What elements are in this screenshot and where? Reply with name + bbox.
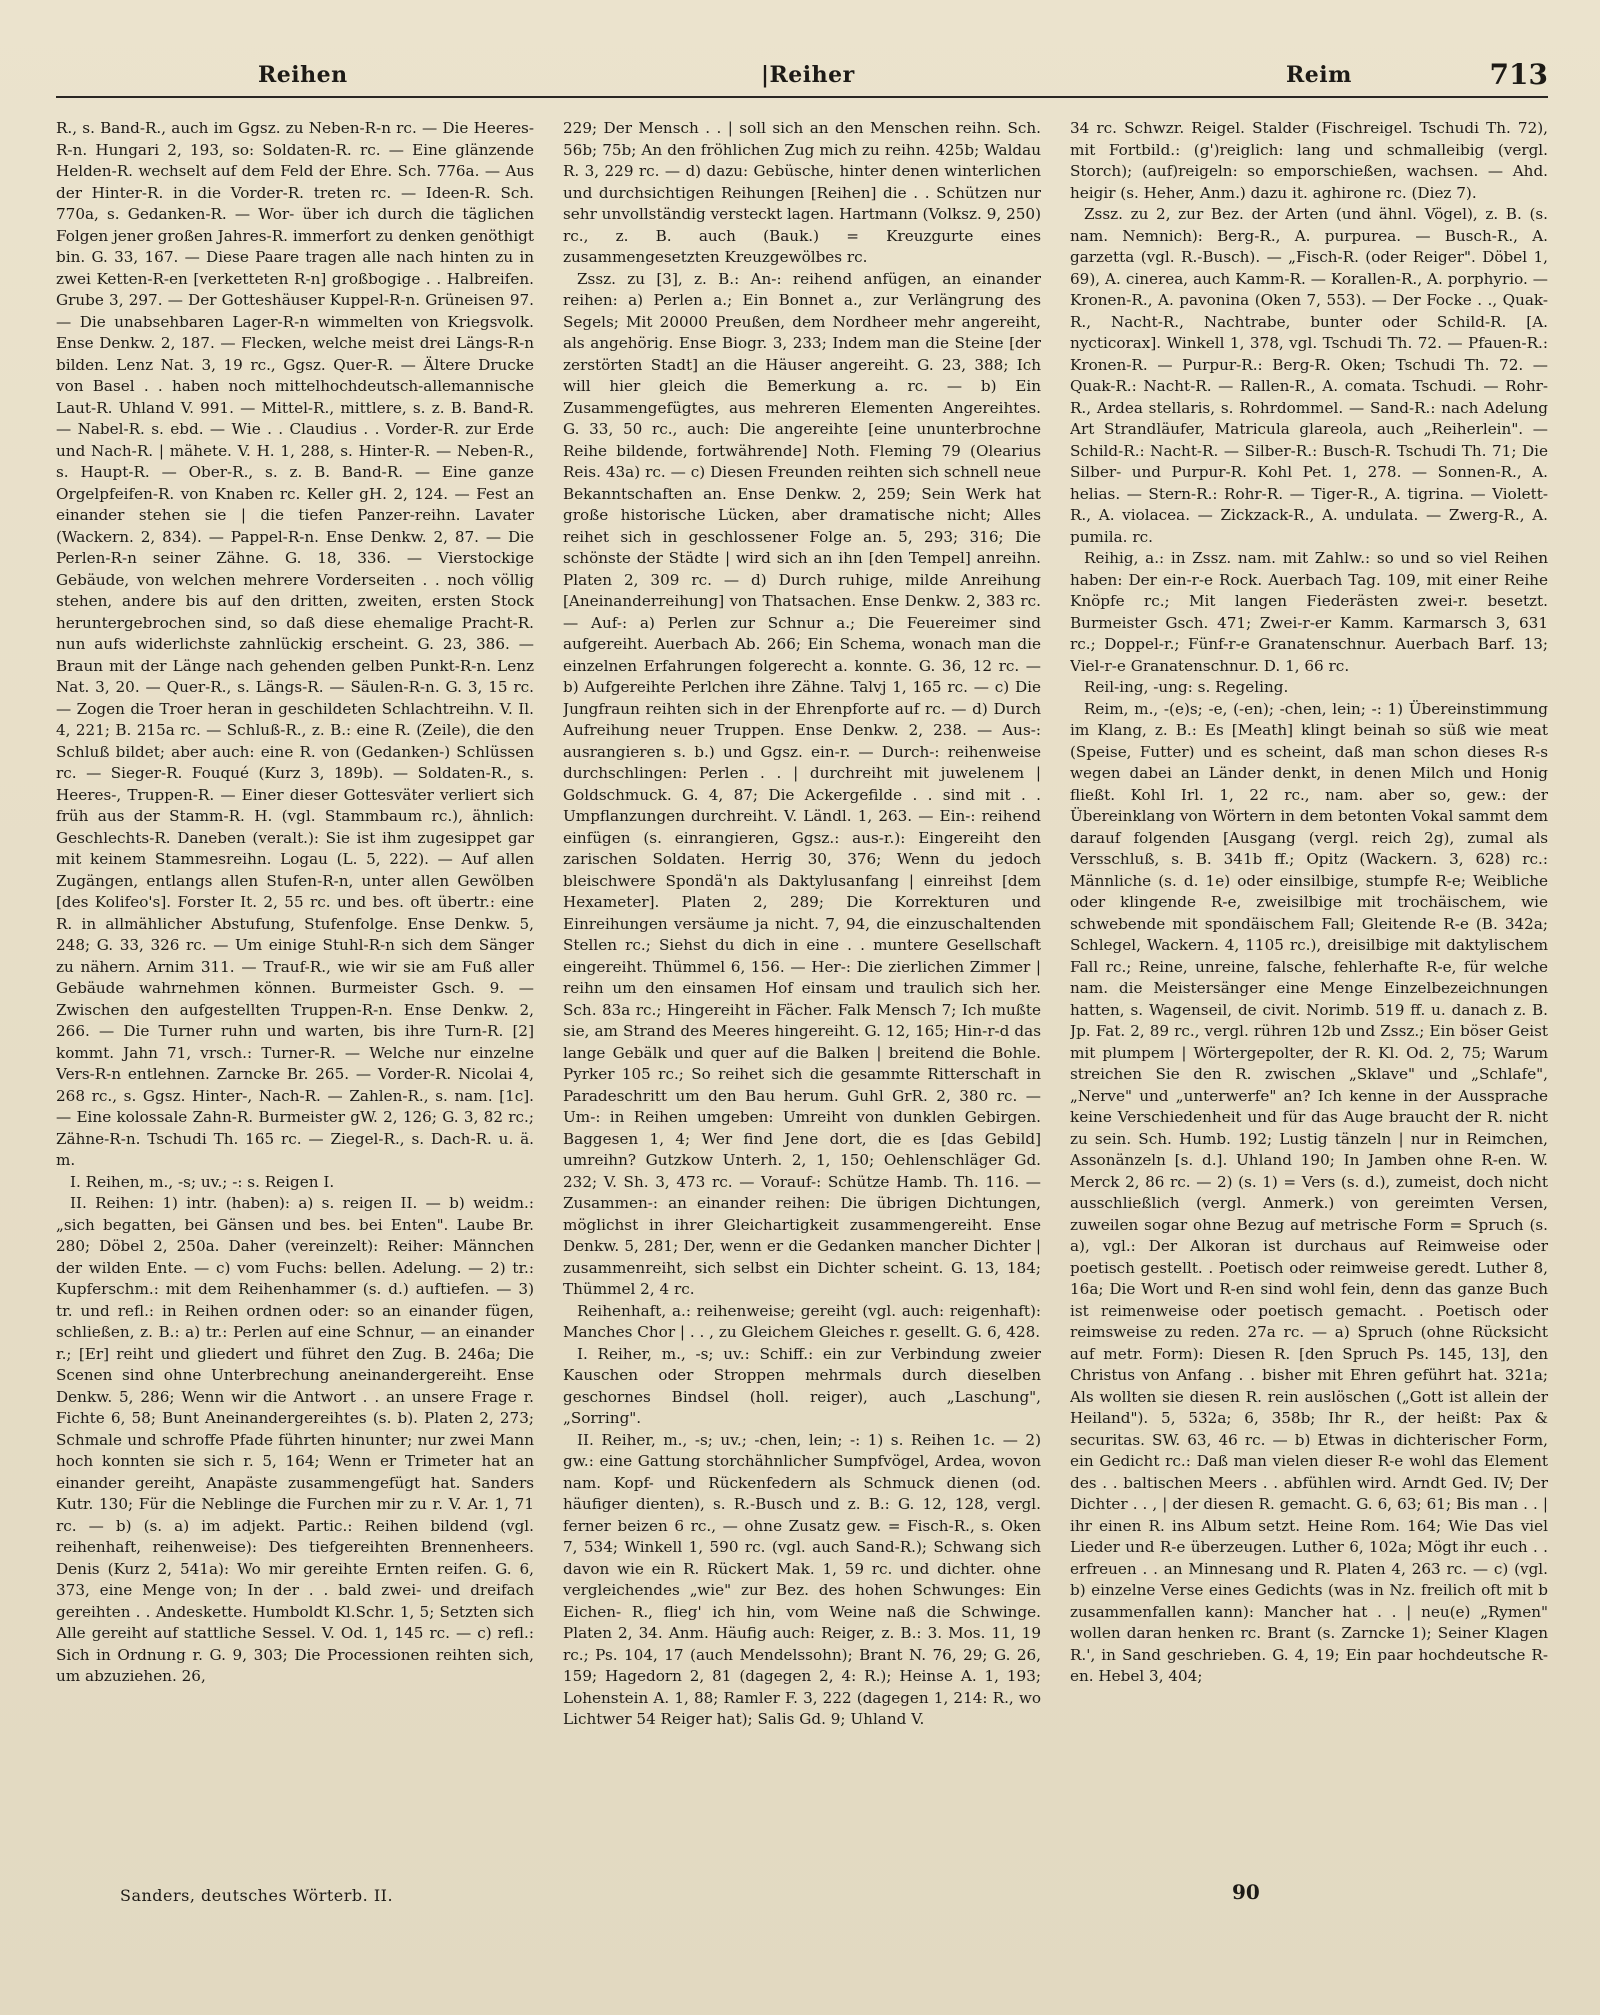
- entry-paragraph: Reim, m., -(e)s; -e, (-en); -chen, lein; -: 1) Übereinstimmung im Klang, z. B.: Es [Meath] klingt beinah so süß wie meat (Speise, Futter) und es scheint, daß man schon dieses R-s wegen dabei an Länder denkt, in denen Milch und Honig fließt. Kohl Irl. 1, 22 rc., nam. aber so, gew.: der Übereinklang von Wörtern in dem betonten Vokal sammt dem darauf folgenden [Ausgang (vergl. reich 2g), zumal als Versschluß, s. B. 341b ff.; Opitz (Wackern. 3, 628) rc.: Männliche (s. d. 1e) oder einsilbige, stumpfe R-e; Weibliche oder klingende R-e, zweisilbige mit trochäischem, wie schwebende mit spondäischem Fall; Gleitende R-e (B. 342a; Schlegel, Wackern. 4, 1105 rc.), dreisilbige mit daktylischem Fall rc.; Reine, unreine, falsche, fehlerhafte R-e, für welche nam. die Meistersänger eine Menge Einzelbezeichnungen hatten, s. Wagenseil, de civit. Norimb. 519 ff. u. danach z. B. Jp. Fat. 2, 89 rc., vergl. rühren 12b und Zssz.; Ein böser Geist mit plumpem | Wörtergepolter, der R. Kl. Od. 2, 75; Warum streichen Sie den R. zwischen „Sklave" und „Schlafe", „Nerve" und „unterwerfe" an? Ich kenne in der Aussprache keine Verschiedenheit und für das Auge braucht der R. nicht zu sein. Sch. Humb. 192; Lustig tänzeln | nur in Reimchen, Assonänzeln [s. d.]. Uhland 190; In Jamben ohne R-en. W. Merck 2, 86 rc. — 2) (s. 1) = Vers (s. d.), zumeist, doch nicht ausschließlich (vergl. Anmerk.) von gereimten Versen, zuweilen sogar ohne Bezug auf metrische Form = Spruch (s. a), vgl.: Der Alkoran ist durchaus auf Reimweise oder poetisch gestellt. . Poetisch oder reimweise geredt. Luther 8, 16a; Die Wort und R-en sind wohl fein, denn das ganze Buch ist reimenweise oder poetisch gemacht. . Poetisch oder reimsweise zu reden. 27a rc. — a) Spruch (ohne Rücksicht auf metr. Form): Diesen R. [den Spruch Ps. 145, 13], den Christus von Anfang . . bisher mit Ehren geführt hat. 321a; Als wollten sie diesen R. rein auslöschen („Gott ist allein der Heiland"). 5, 532a; 6, 358b; Ihr R., der heißt: Pax & securitas. SW. 63, 46 rc. — b) Etwas in dichterischer Form, ein Gedicht rc.: Daß man vielen dieser R-e wohl das Element des . . baltischen Meers . . abfühlen wird. Arndt Ged. IV; Der Dichter . . , | der diesen R. gemacht. G. 6, 63; 61; Bis man . . | ihr einen R. ins Album setzt. Heine Rom. 164; Wie Das viel Lieder und R-e überzeugen. Luther 6, 102a; Mögt ihr euch . . erfreuen . . an Minnesang und R. Platen 4, 263 rc. — c) (vgl. b) einzelne Verse eines Gedichts (was in Nz. freilich oft mit b zusammenfallen kann): Mancher hat . . | neu(e) „Rymen" wollen daran henken rc. Brant (s. Zarncke 1); Seiner Klagen R.', in Sand geschrieben. G. 4, 19; Ein paar hochdeutsche R-en. Hebel 3, 404;: [1070, 699, 1548, 1685]
- text-columns: [56, 118, 1548, 1868]
- entry-paragraph: I. Reihen, m., -s; uv.; -: s. Reigen I.: [70, 1172, 335, 1191]
- footer-imprint: Sanders, deutsches Wörterb. II.: [120, 1886, 394, 1905]
- entry-paragraph: Zssz. zu [3], z. B.: An-: reihend anfügen, an einander reihen: a) Perlen a.; Ein Bonnet a., zur Verlängrung des Segels; Mit 20000 Preußen, dem Nordheer mehr angereiht, als angehörig. Ense Biogr. 3, 233; Indem man die Steine [der zerstörten Stadt] an die Häuser angereiht. G. 23, 388; Ich will hier gleich die Bemerkung a. rc. — b) Ein Zusammengefügtes, aus mehreren Elementen Angereihtes. G. 33, 50 rc., auch: Die angereihte [eine ununterbrochne Reihe bildende, fortwährende] Noth. Fleming 79 (Olearius Reis. 43a) rc. — c) Diesen Freunden reihten sich schnell neue Bekanntschaften an. Ense Denkw. 2, 259; Sein Werk hat große historische Lücken, aber dramatische nicht; Alles reihet sich in geschlossener Folge an. 5, 293; 316; Die schönste der Städte | wird sich an ihn [den Tempel] anreihn. Platen 2, 309 rc. — d) Durch ruhige, milde Anreihung [Aneinanderreihung] von Thatsachen. Ense Denkw. 2, 383 rc. — Auf-: a) Perlen zur Schnur a.; Die Feuereimer sind aufgereiht. Auerbach Ab. 266; Ein Schema, wonach man die einzelnen Erfahrungen folgerecht a. konnte. G. 36, 12 rc. — b) Aufgereihte Perlchen ihre Zähne. Talvj 1, 165 rc. — c) Die Jungfraun reihten sich in der Ehrenpforte auf rc. — d) Durch Aufreihung neuer Truppen. Ense Denkw. 2, 238. — Aus-: ausrangieren s. b.) und Ggsz. ein-r. — Durch-: reihenweise durchschlingen: Perlen . . | durchreiht mit juwelenem | Goldschmuck. G. 4, 87; Die Ackergefilde . . sind mit . . Umpflanzungen durchreiht. V. Ländl. 1, 263. — Ein-: reihend einfügen (s. einrangieren, Ggsz.: aus-r.): Eingereiht den zarischen Soldaten. Herrig 30, 376; Wenn du jedoch bleischwere Spondä'n als Daktylusanfang | einreihst [dem Hexameter]. Platen 2, 289; Die Korrekturen und Einreihungen versäume ja nicht. 7, 94, die einzuschaltenden Stellen rc.; Siehst du dich in eine . . muntere Gesellschaft eingereiht. Thümmel 6, 156. — Her-: Die zierlichen Zimmer | reihn um den einsamen Hof einsam und traulich sich her. Sch. 83a rc.; Hingereiht in Fächer. Falk Mensch 7; Ich mußte sie, am Strand des Meeres hingereiht. G. 12, 165; Hin-r-d das lange Gebälk und quer auf die Balken | breitend die Bohle. Pyrker 105 rc.; So reihet sich die gesammte Ritterschaft in Paradeschritt um den Bau herum. Guhl GrR. 2, 380 rc. — Um-: in Reihen umgeben: Umreiht von dunklen Gebirgen. Baggesen 1, 4; Wer find Jene dort, die es [das Gebild] umreihn? Gutzkow Unterh. 2, 1, 150; Oehlenschläger Gd. 232; V. Sh. 3, 473 rc. — Vorauf-: Schütze Hamb. Th. 116. — Zusammen-: an einander reihen: Die übrigen Dichtungen, möglichst in ihrer Gleichartigkeit zusammengereiht. Ense Denkw. 5, 281; Der, wenn er die Gedanken mancher Dichter | zusammenreiht, sich selbst ein Dichter scheint. G. 13, 184; Thümmel 2, 4 rc.: [563, 269, 1041, 1298]
- entry-paragraph: 34 rc. Schwzr. Reigel. Stalder (Fischreigel. Tschudi Th. 72), mit Fortbild.: (g')reiglich: lang und schmalleibig (vergl. Storch); (auf)reigeln: so emporschießen, wachsen. — Ahd. heigir (s. Heher, Anm.) dazu it. aghirone rc. (Diez 7).: [1070, 119, 1548, 202]
- column-2: [563, 118, 1041, 1868]
- column-1: [56, 118, 534, 1868]
- page-number: 713: [1489, 58, 1548, 91]
- entry-paragraph: Zssz. zu 2, zur Bez. der Arten (und ähnl. Vögel), z. B. (s. nam. Nemnich): Berg-R., A. purpurea. — Busch-R., A. garzetta (vgl. R.-Busch). — „Fisch-R. (oder Reiger". Döbel 1, 69), A. cinerea, auch Kamm-R. — Korallen-R., A. porphyrio. — Kronen-R., A. pavonina (Oken 7, 553). — Der Focke . ., Quak-R., Nacht-R., Nachtrabe, bunter oder Schild-R. [A. nycticorax]. Winkell 1, 378, vgl. Tschudi Th. 72. — Pfauen-R.: Kronen-R. — Purpur-R.: Berg-R. Oken; Tschudi Th. 72. — Quak-R.: Nacht-R. — Rallen-R., A. comata. Tschudi. — Rohr-R., Ardea stellaris, s. Rohrdommel. — Sand-R.: nach Adelung Art Strandläufer, Matricula glareola, auch „Reiherlein". — Schild-R.: Nacht-R. — Silber-R.: Busch-R. Tschudi Th. 71; Die Silber- und Purpur-R. Kohl Pet. 1, 278. — Sonnen-R., A. helias. — Stern-R.: Rohr-R. — Tiger-R., A. tigrina. — Violett-R., A. violacea. — Zickzack-R., A. undulata. — Zwerg-R., A. pumila. rc.: [1070, 205, 1548, 546]
- signature-mark: 90: [1232, 1880, 1260, 1904]
- page-header: [56, 58, 1548, 100]
- entry-paragraph: I. Reiher, m., -s; uv.: Schiff.: ein zur Verbindung zweier Kauschen oder Stroppen mehrmals durch dieselben geschornes Bindsel (holl. reiger), auch „Laschung", „Sorring".: [563, 1344, 1041, 1427]
- column-3: [1070, 118, 1548, 1868]
- running-head-center: |Reiher: [761, 62, 855, 88]
- running-head-right: Reim: [1286, 62, 1352, 88]
- entry-paragraph: 229; Der Mensch . . | soll sich an den Menschen reihn. Sch. 56b; 75b; An den fröhlichen Zug mich zu reihn. 425b; Waldau R. 3, 229 rc. — d) dazu: Gebüsche, hinter denen winterlichen und durchsichtigen Reihungen [Reihen] die . . Schützen nur sehr unvollständig versteckt lagen. Hartmann (Volksz. 9, 250) rc., z. B. auch (Bauk.) = Kreuzgurte eines zusammengesetzten Kreuzgewölbes rc.: [563, 119, 1041, 266]
- header-rule: [56, 96, 1548, 98]
- entry-paragraph: Reihig, a.: in Zssz. nam. mit Zahlw.: so und so viel Reihen haben: Der ein-r-e Rock. Auerbach Tag. 109, mit einer Reihe Knöpfe rc.; Mit langen Fiederästen zwei-r. besetzt. Burmeister Gsch. 471; Zwei-r-er Kamm. Karmarsch 3, 631 rc.; Doppel-r.; Fünf-r-e Granatenschnur. Auerbach Barf. 13; Viel-r-e Granatenschnur. D. 1, 66 rc.: [1070, 549, 1548, 675]
- entry-paragraph: Reil-ing, -ung: s. Regeling.: [1084, 678, 1289, 696]
- entry-paragraph: II. Reihen: 1) intr. (haben): a) s. reigen II. — b) weidm.: „sich begatten, bei Gänsen und bes. bei Enten". Laube Br. 280; Döbel 2, 250a. Daher (vereinzelt): Reiher: Männchen der wilden Ente. — c) vom Fuchs: bellen. Adelung. — 2) tr.: Kupferschm.: mit dem Reihenhammer (s. d.) auftiefen. — 3) tr. und refl.: in Reihen ordnen oder: so an einander fügen, schließen, z. B.: a) tr.: Perlen auf eine Schnur, — an einander r.; [Er] reiht und gliedert und führet den Zug. B. 246a; Die Scenen sind ohne Unterbrechung aneinandergereiht. Ense Denkw. 5, 286; Wenn wir die Antwort . . an unsere Frage r. Fichte 6, 58; Bunt Aneinandergereihtes (s. b). Platen 2, 273; Schmale und schroffe Pfade führten hinunter; nur zwei Mann hoch konnten sie sich r. 5, 164; Wenn er Trimeter hat an einander gereiht, Anapäste zusammengefügt hat. Sanders Kutr. 130; Für die Neblinge die Furchen mir zu r. V. Ar. 1, 71 rc. — b) (s. a) im adjekt. Partic.: Reihen bildend (vgl. reihenhaft, reihenweise): Des tiefgereihten Brennenheers. Denis (Kurz 2, 541a): Wo mir gereihte Ernten reifen. G. 6, 373, eine Menge von; In der . . bald zwei- und dreifach gereihten . . Andeskette. Humboldt Kl.Schr. 1, 5; Setzten sich Alle gereiht auf stattliche Sessel. V. Od. 1, 145 rc. — c) refl.: Sich in Ordnung r. G. 9, 303; Die Processionen reihten sich, um abzuziehen. 26,: [56, 1194, 534, 1685]
- running-head-left: Reihen: [258, 62, 348, 88]
- entry-paragraph: Reihenhaft, a.: reihenweise; gereiht (vgl. auch: reigenhaft): Manches Chor | . . , zu Gleichem Gleiches r. gesellt. G. 6, 428.: [563, 1301, 1041, 1341]
- entry-paragraph: II. Reiher, m., -s; uv.; -chen, lein; -: 1) s. Reihen 1c. — 2) gw.: eine Gattung storchähnlicher Sumpfvögel, Ardea, wovon nam. Kopf- und Rückenfedern als Schmuck dienen (od. häufiger dienten), s. R.-Busch und z. B.: G. 12, 128, vergl. ferner beizen 6 rc., — ohne Zusatz gew. = Fisch-R., s. Oken 7, 534; Winkell 1, 590 rc. (vgl. auch Sand-R.); Schwang sich davon wie ein R. Rückert Mak. 1, 59 rc. und dichter. ohne vergleichendes „wie" zur Bez. des hohen Schwunges: Ein Eichen- R., flieg' ich hin, vom Weine naß die Schwinge. Platen 2, 34. Anm. Häufig auch: Reiger, z. B.: 3. Mos. 11, 19 rc.; Ps. 104, 17 (auch Mendelssohn); Brant N. 76, 29; G. 26, 159; Hagedorn 2, 81 (dagegen 2, 4: R.); Heinse A. 1, 193; Lohenstein A. 1, 88; Ramler F. 3, 222 (dagegen 1, 214: R., wo Lichtwer 54 Reiger hat); Salis Gd. 9; Uhland V.: [563, 1430, 1041, 1728]
- entry-paragraph: R., s. Band-R., auch im Ggsz. zu Neben-R-n rc. — Die Heeres-R-n. Hungari 2, 193, so: Soldaten-R. rc. — Eine glänzende Helden-R. wechselt auf dem Feld der Ehre. Sch. 776a. — Aus der Hinter-R. in die Vorder-R. treten rc. — Ideen-R. Sch. 770a, s. Gedanken-R. — Wor- über ich durch die täglichen Folgen jener großen Jahres-R. immerfort zu denken genöthigt bin. G. 33, 167. — Diese Paare tragen alle nach hinten zu in zwei Ketten-R-en [verketteten R-n] großbogige . . Halbreifen. Grube 3, 297. — Der Gotteshäuser Kuppel-R-n. Grüneisen 97. — Die unabsehbaren Lager-R-n wimmelten von Kriegsvolk. Ense Denkw. 2, 187. — Flecken, welche meist drei Längs-R-n bilden. Lenz Nat. 3, 19 rc., Ggsz. Quer-R. — Ältere Drucke von Basel . . haben noch mittelhochdeutsch-allemannische Laut-R. Uhland V. 991. — Mittel-R., mittlere, s. z. B. Band-R. — Nabel-R. s. ebd. — Wie . . Claudius . . Vorder-R. zur Erde und Nach-R. | mähete. V. H. 1, 288, s. Hinter-R. — Neben-R., s. Haupt-R. — Ober-R., s. z. B. Band-R. — Eine ganze Orgelpfeifen-R. von Knaben rc. Keller gH. 2, 124. — Fest an einander stehen sie | die tiefen Panzer-reihn. Lavater (Wackern. 2, 834). — Pappel-R-n. Ense Denkw. 2, 87. — Die Perlen-R-n seiner Zähne. G. 18, 336. — Vierstockige Gebäude, von welchen mehrere Vorderseiten . . noch völlig stehen, andere bis auf den dritten, zweiten, ersten Stock heruntergebrochen sind, so daß diese ehemalige Pracht-R. nun aufs widerlichste zahnlückig erscheint. G. 23, 386. — Braun mit der Länge nach gehenden gelben Punkt-R-n. Lenz Nat. 3, 20. — Quer-R., s. Längs-R. — Säulen-R-n. G. 3, 15 rc. — Zogen die Troer heran in geschildeten Schlachtreihn. V. Il. 4, 221; B. 215a rc. — Schluß-R., z. B.: eine R. (Zeile), die den Schluß bildet; aber auch: eine R. von (Gedanken-) Schlüssen rc. — Sieger-R. Fouqué (Kurz 3, 189b). — Soldaten-R., s. Heeres-, Truppen-R. — Einer dieser Gottesväter verliert sich früh aus der Stamm-R. H. (vgl. Stammbaum rc.), ähnlich: Geschlechts-R. Daneben (veralt.): Sie ist ihm zugesippet gar mit keinem Stammesreihn. Logau (L. 5, 222). — Auf allen Zugängen, entlangs allen Stufen-R-n, unter allen Gewölben [des Kolifeo's]. Forster It. 2, 55 rc. und bes. oft übertr.: eine R. in allmählicher Abstufung, Stufenfolge. Ense Denkw. 5, 248; G. 33, 326 rc. — Um einige Stuhl-R-n sich dem Sänger zu nähern. Arnim 311. — Trauf-R., wie wir sie am Fuß aller Gebäude wahrnehmen können. Burmeister Gsch. 9. — Zwischen den aufgestellten Truppen-R-n. Ense Denkw. 2, 266. — Die Turner ruhn und warten, bis ihre Turn-R. [2] kommt. Jahn 71, vrsch.: Turner-R. — Welche nur einzelne Vers-R-n entlehnen. Zarncke Br. 265. — Vorder-R. Nicolai 4, 268 rc., s. Ggsz. Hinter-, Nach-R. — Zahlen-R., s. nam. [1c]. — Eine kolossale Zahn-R. Burmeister gW. 2, 126; G. 3, 82 rc.; Zähne-R-n. Tschudi Th. 165 rc. — Ziegel-R., s. Dach-R. u. ä. m.: [56, 119, 534, 1169]
